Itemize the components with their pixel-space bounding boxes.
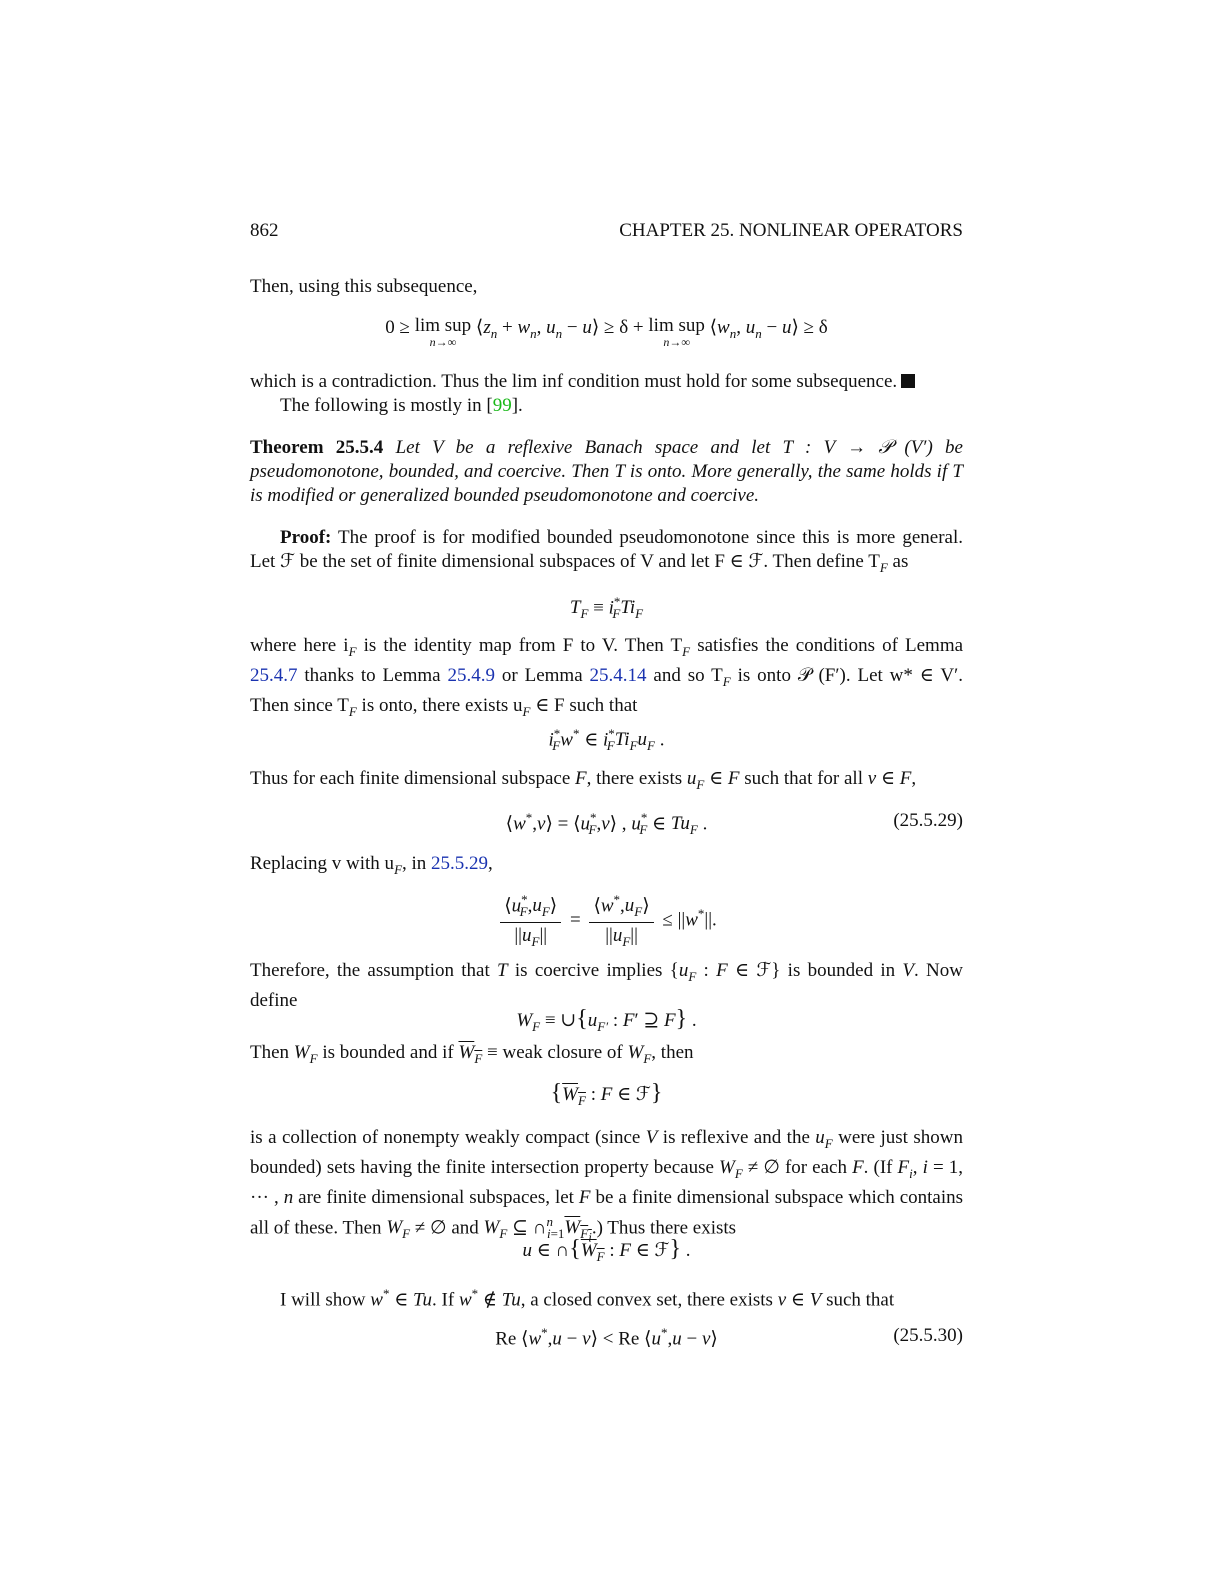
paragraph-contradiction: which is a contradiction. Thus the lim inf condition must hold for some subsequence. [250,370,963,394]
paragraph-coercive: Therefore, the assumption that T is coercive implies {$u_F$ : F ∈ ℱ} is bounded in V. Now define [250,960,963,1011]
equation-tf-definition: $T_F \equiv i^*_FTi_F$ [569,594,644,622]
equation-wf-definition: $W_F$ ≡ $\cup\{u_{F'}$ : F′ ⊇ F} . [516,1006,697,1034]
equation-limsup: 0 ≥ lim sup n→∞ $⟨z_n + w_n$, $u_n$ − u⟩ ≥ δ + lim sup n→∞ $⟨w_n$, $u_n$ − u⟩ ≥ δ [385,315,828,349]
paragraph-finite-subspace: Thus for each finite dimensional subspace F, there exists $u_F$ ∈ F such that for all v ∈ F, [250,768,917,792]
theorem-block [250,436,963,508]
paragraph-replacing: Replacing v with $u_F$, in 25.5.29, [250,853,493,877]
paragraph-show-w: I will show w* ∈ Tu. If w* ∉ Tu, a closed convex set, there exists v ∈ V such that [280,1286,895,1311]
qed-square-icon [901,374,915,388]
equation-number-25-5-30: (25.5.30) [893,1325,963,1346]
equation-25-5-30: Re ⟨w*,u − v⟩ < Re ⟨u*,u − v⟩ (25.5.30) [495,1325,963,1350]
proof-opening: Proof: The proof is for modified bounded pseudomonotone since this is more general. Let ℱ be the set of finite dimensional subspaces of V and let F ∈ ℱ. Then define $T_F$ as [250,527,963,575]
paragraph-weak-closure: Then $W_F$ is bounded and if $W_F$ ≡ weak closure of $W_F$, then [250,1042,694,1066]
citation-link[interactable]: 99 [492,395,512,416]
equation-link-25-5-29[interactable]: 25.5.29 [431,853,489,874]
lemma-link-25-4-7[interactable]: 25.4.7 [250,664,298,686]
proof-label: Proof: [280,527,332,548]
equation-number-25-5-29: (25.5.29) [893,810,963,831]
page-number: 862 [250,220,279,241]
theorem-text: Let V be a reflexive Banach space and let T : V → 𝒫 (V′) be pseudomonotone, bounded, and coercive. Then T is onto. More generally, the same holds if T is modified or generalized bounded pseudomonotone and coercive. [250,437,963,506]
theorem-label: Theorem 25.5.4 [250,437,384,458]
equation-25-5-29: ⟨w*,v⟩ = $⟨u^*_F,v⟩$ , $u^*_F$ ∈ $Tu_F$ . (25.5.29) [505,810,963,838]
equation-collection: {$W_F$ : F ∈ ℱ} [550,1080,663,1108]
paragraph-lemma-conditions: where here $i_F$ is the identity map from F to V. Then $T_F$ satisfies the conditions of Lemma 25.4.7 thanks to Lemma 25.4.9 or Lemma 25.4.14 and so $T_F$ is onto 𝒫 (F′). Let w* ∈ V′. Then since $T_F$ is onto, there exists $u_F$ ∈ F such that [250,635,964,719]
equation-u-intersection: u ∈ $\cap\{W_F$ : F ∈ ℱ} . [522,1236,691,1264]
lemma-link-25-4-9[interactable]: 25.4.9 [447,664,495,686]
paragraph-compactness: is a collection of nonempty weakly compact (since V is reflexive and the $u_F$ were just shown bounded) sets having the finite intersection property because $W_F$ ≠ ∅ for each F. (If $F_i$, i = 1, ··· , n are finite dimensional subspaces, let F be a finite dimensional subspace which contains all of these. Then $W_F$ ≠ ∅ and $W_F$ ⊆ $\cap^n_{i=1}W_{F_i}$.) Thus there exists [250,1127,964,1245]
lemma-link-25-4-14[interactable]: 25.4.14 [589,664,647,686]
equation-inclusion: $i^*_Fw^*$ ∈ $i^*_FTi_Fu_F$ . [548,726,665,754]
paragraph-source: The following is mostly in [99]. [280,395,523,416]
paragraph-intro: Then, using this subsequence, [250,276,478,297]
chapter-title: CHAPTER 25. NONLINEAR OPERATORS [619,220,963,241]
equation-fraction-bound: $\frac{⟨u^*_F,u_F⟩}{||u_F||}$ = $\frac{⟨w^*,u_F⟩}{||u_F||}$ ≤ ||w*||. [250,892,963,950]
